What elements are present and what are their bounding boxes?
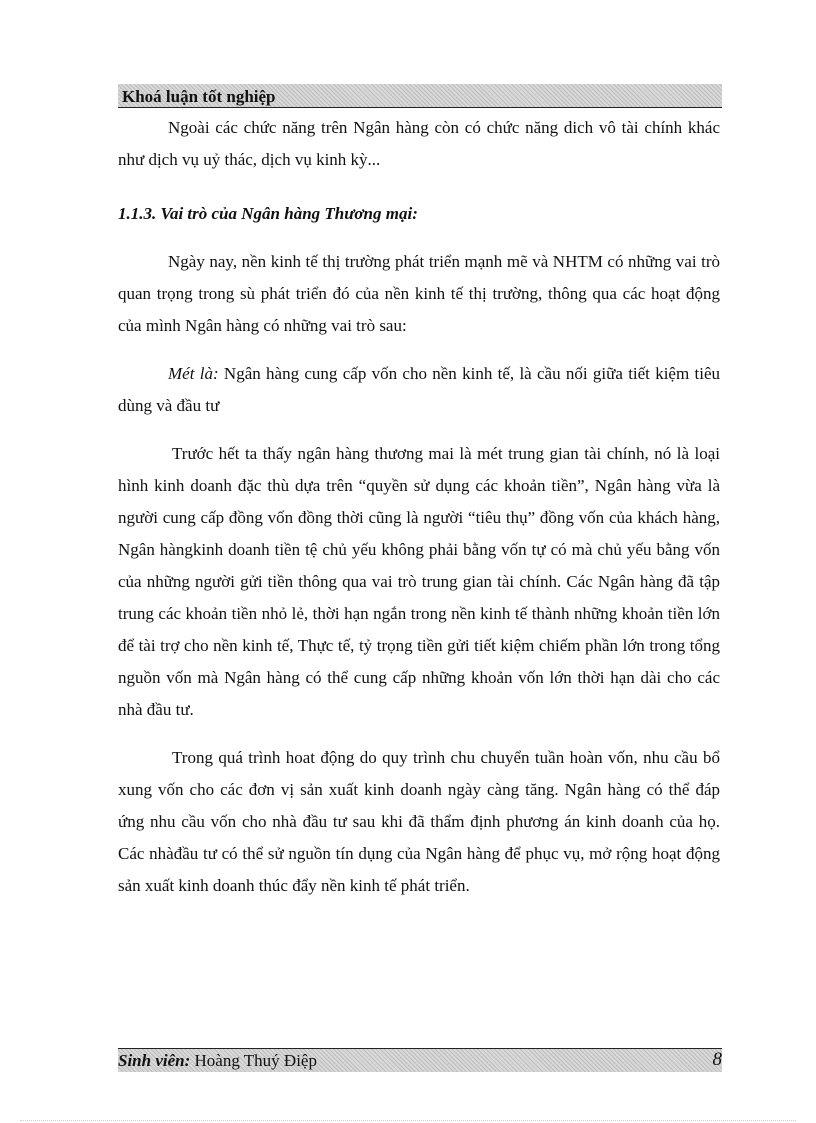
page-header <box>118 84 722 108</box>
paragraph-2: Ngày nay, nền kinh tế thị trường phát triển mạnh mẽ và NHTM có những vai trò quan trọng trong sù phát triển đó của nền kinh tế thị trường, thông qua các hoạt động của mình Ngân hàng có những vai trò sau: <box>118 252 720 335</box>
paragraph-4: Trước hết ta thấy ngân hàng thương mai là mét trung gian tài chính, nó là loại hình kinh doanh đặc thù dựa trên “quyền sử dụng các khoản tiền”, Ngân hàng vừa là người cung cấp đồng vốn đồng thời cũng là người “tiêu thụ” đồng vốn của khách hàng, Ngân hàngkinh doanh tiền tệ chủ yếu không phải bằng vốn tự có mà chủ yếu bằng vốn của những người gửi tiền thông qua vai trò trung gian tài chính. Các Ngân hàng đã tập trung các khoản tiền nhỏ lẻ, thời hạn ngắn trong nền kinh tế thành những khoản tiền lớn để tài trợ cho nền kinh tế, Thực tế, tỷ trọng tiền gửi tiết kiệm chiếm phần lớn trong tổng nguồn vốn mà Ngân hàng có thể cung cấp những khoản vốn lớn thời hạn dài cho các nhà đầu tư. <box>118 444 720 719</box>
paragraph-1: Ngoài các chức năng trên Ngân hàng còn có chức năng dich vô tài chính khác như dịch vụ uỷ thác, dịch vụ kinh kỳ... <box>118 118 720 169</box>
page-content <box>118 112 720 902</box>
paragraph-3 <box>118 358 720 422</box>
footer-label: Sinh viên: <box>118 1051 191 1070</box>
footer-author <box>118 1051 317 1071</box>
paragraph-3-text: Ngân hàng cung cấp vốn cho nền kinh tế, là cầu nối giữa tiết kiệm tiêu dùng và đầu tư <box>118 364 720 415</box>
page-number: 8 <box>712 1049 722 1070</box>
footer-name: Hoàng Thuý Điệp <box>190 1051 317 1070</box>
paragraph-3-lead: Mét là: <box>168 364 219 383</box>
header-title: Khoá luận tốt nghiệp <box>122 87 276 106</box>
page-footer <box>118 1048 722 1072</box>
paragraph-5: Trong quá trình hoat động do quy trình chu chuyển tuần hoàn vốn, nhu cầu bổ xung vốn cho các đơn vị sản xuất kinh doanh ngày càng tăng. Ngân hàng có thể đáp ứng nhu cầu vốn cho nhà đầu tư sau khi đã thẩm định phương án kinh doanh của họ. Các nhàđầu tư có thể sử nguồn tín dụng của Ngân hàng để phục vụ, mở rộng hoạt động sản xuất kinh doanh thúc đẩy nền kinh tế phát triển. <box>118 748 720 895</box>
bottom-dotted-rule <box>20 1120 796 1121</box>
section-heading: 1.1.3. Vai trò của Ngân hàng Thương mại: <box>118 204 418 223</box>
